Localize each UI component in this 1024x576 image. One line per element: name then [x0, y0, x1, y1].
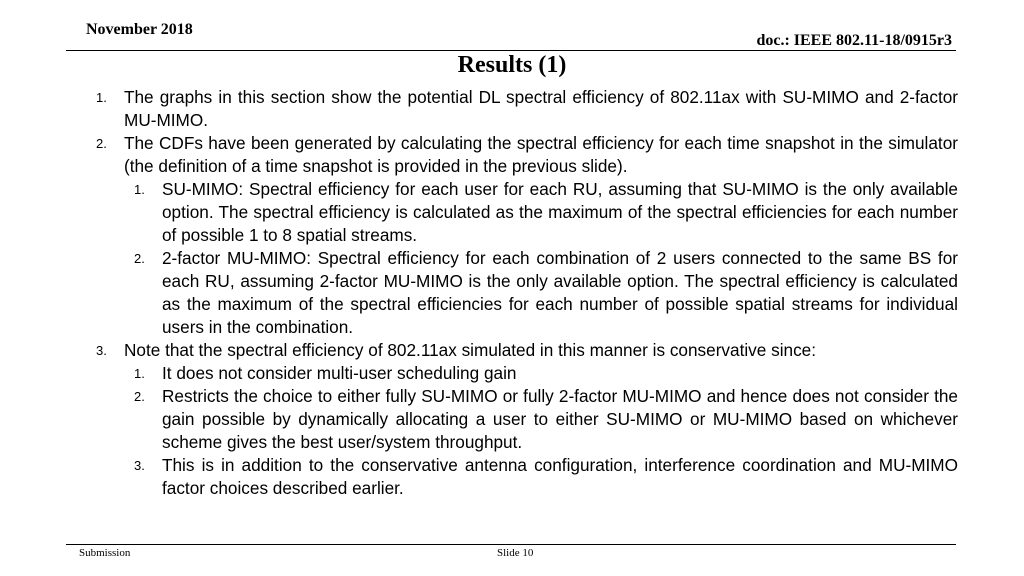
list-item-text: 2-factor MU-MIMO: Spectral efficiency for each combination of 2 users connected to the same BS for each RU, assuming 2-factor MU-MIMO is the only available option. The spectral efficiency is calculated as the maximum of the spectral efficiencies for each number of possible spatial streams for individual users in the combination. — [162, 248, 958, 337]
list-number: 1. — [96, 90, 107, 105]
list-item-3 — [96, 339, 958, 362]
footer-submission: Submission — [79, 547, 131, 559]
header-date: November 2018 — [86, 21, 193, 38]
list-number: 1. — [134, 182, 145, 197]
list-item-text: SU-MIMO: Spectral efficiency for each user for each RU, assuming that SU-MIMO is the only available option. The spectral efficiency is calculated as the maximum of the spectral efficiencies for each number of possible 1 to 8 spatial streams. — [162, 179, 958, 245]
sub-item-3-3 — [134, 454, 958, 500]
slide-body — [0, 86, 1024, 500]
list-item-text: The CDFs have been generated by calculating the spectral efficiency for each time snapshot in the simulator (the definition of a time snapshot is provided in the previous slide). — [124, 133, 958, 176]
footer-divider — [66, 544, 956, 545]
slide-title: Results (1) — [457, 52, 567, 78]
sub-item-3-1 — [134, 362, 958, 385]
list-number: 3. — [96, 343, 107, 358]
list-number: 3. — [134, 458, 145, 473]
list-item-1 — [96, 86, 958, 132]
list-number: 2. — [96, 136, 107, 151]
list-item-text: Note that the spectral efficiency of 802.11ax simulated in this manner is conservative since: — [124, 340, 816, 360]
list-item-text: This is in addition to the conservative antenna configuration, interference coordination and MU-MIMO factor choices described earlier. — [162, 455, 958, 498]
list-number: 1. — [134, 366, 145, 381]
list-number: 2. — [134, 389, 145, 404]
sub-item-2-1 — [134, 178, 958, 247]
list-item-2 — [96, 132, 958, 178]
header-doc-id: doc.: IEEE 802.11-18/0915r3 — [756, 32, 952, 49]
sub-item-3-2 — [134, 385, 958, 454]
list-number: 2. — [134, 251, 145, 266]
list-item-text: It does not consider multi-user scheduling gain — [162, 363, 517, 383]
footer-slide-number: Slide 10 — [497, 547, 534, 559]
list-item-text: Restricts the choice to either fully SU-MIMO or fully 2-factor MU-MIMO and hence does not consider the gain possible by dynamically allocating a user to either SU-MIMO or MU-MIMO based on whichever scheme gives the best user/system throughput. — [162, 386, 958, 452]
list-item-text: The graphs in this section show the potential DL spectral efficiency of 802.11ax with SU-MIMO and 2-factor MU-MIMO. — [124, 87, 958, 130]
sub-item-2-2 — [134, 247, 958, 339]
